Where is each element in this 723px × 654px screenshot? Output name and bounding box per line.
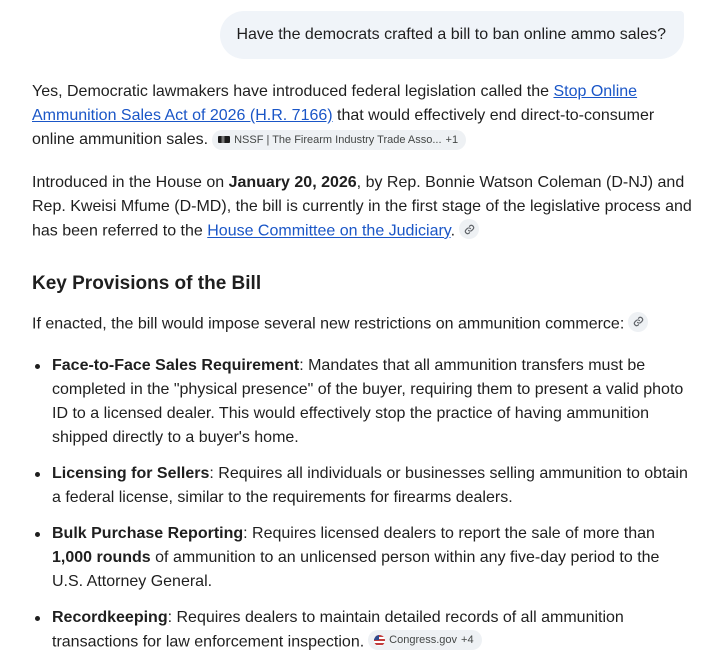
committee-link[interactable]: House Committee on the Judiciary (207, 222, 451, 240)
rounds-threshold: 1,000 rounds (52, 549, 151, 566)
provision-title: Bulk Purchase Reporting (52, 525, 244, 542)
provisions-list (32, 354, 692, 654)
provision-text: : Mandates that all ammunition transfers must be completed in the "physical presence" of the buyer, requiring them to present a valid photo ID to a licensed dealer. This would effectively stop the practice of having ammunition shipped directly to a buyer's home. (52, 357, 684, 446)
us-flag-icon (374, 635, 385, 646)
answer-text: , by Rep. Bonnie Watson Coleman (D-NJ) and Rep. Kweisi Mfume (D-MD), the bill is currently in the first stage of the legislative process and has been referred to the (32, 174, 692, 240)
link-icon (633, 316, 644, 327)
provision-text: : Requires all individuals or businesses selling ammunition to obtain a federal license, similar to the requirements for firearms dealers. (52, 465, 688, 506)
answer-text: Yes, Democratic lawmakers have introduced federal legislation called the (32, 83, 554, 100)
introduced-date: January 20, 2026 (228, 174, 357, 191)
provision-text: of ammunition to an unlicensed person within any five-day period to the U.S. Attorney General. (52, 549, 660, 590)
link-icon (464, 224, 475, 235)
section-heading: Key Provisions of the Bill (32, 272, 262, 294)
source-chip-label: Congress.gov (389, 634, 458, 646)
answer-text: Introduced in the House on (32, 174, 229, 191)
answer-paragraph-1 (32, 80, 692, 152)
user-message-row (220, 11, 684, 59)
provisions-intro (32, 312, 692, 337)
list-item (32, 462, 692, 510)
answer-text: . (450, 222, 456, 240)
list-item (32, 606, 692, 654)
answer-text: that would effectively end direct-to-consumer online ammunition sales. (32, 107, 655, 148)
source-chip-label: NSSF | The Firearm Industry Trade Asso... (234, 133, 442, 146)
source-chip-nssf[interactable] (212, 130, 466, 150)
source-chip-congress[interactable] (368, 630, 481, 650)
source-chip-count: +1 (445, 133, 459, 146)
provision-text: : Requires licensed dealers to report the sale of more than (243, 525, 655, 542)
list-item (32, 522, 692, 594)
provision-title: Recordkeeping (52, 609, 168, 626)
assistant-answer (32, 80, 692, 654)
bill-link[interactable]: Stop Online Ammunition Sales Act of 2026 (H.R. 7166) (32, 83, 638, 124)
answer-text: If enacted, the bill would impose several new restrictions on ammunition commerce: (32, 315, 625, 332)
list-item (32, 354, 692, 450)
provision-title: Face-to-Face Sales Requirement (52, 357, 300, 374)
nssf-favicon-icon (218, 136, 230, 143)
provision-text: : Requires dealers to maintain detailed records of all ammunition transactions for law enforcement inspection. (52, 609, 624, 651)
source-link-button[interactable] (459, 219, 479, 239)
user-message-bubble: Have the democrats crafted a bill to ban online ammo sales? (220, 11, 684, 59)
source-link-button[interactable] (628, 312, 648, 332)
provision-title: Licensing for Sellers (52, 465, 210, 482)
source-chip-count: +4 (461, 634, 474, 646)
answer-paragraph-2 (32, 171, 692, 244)
